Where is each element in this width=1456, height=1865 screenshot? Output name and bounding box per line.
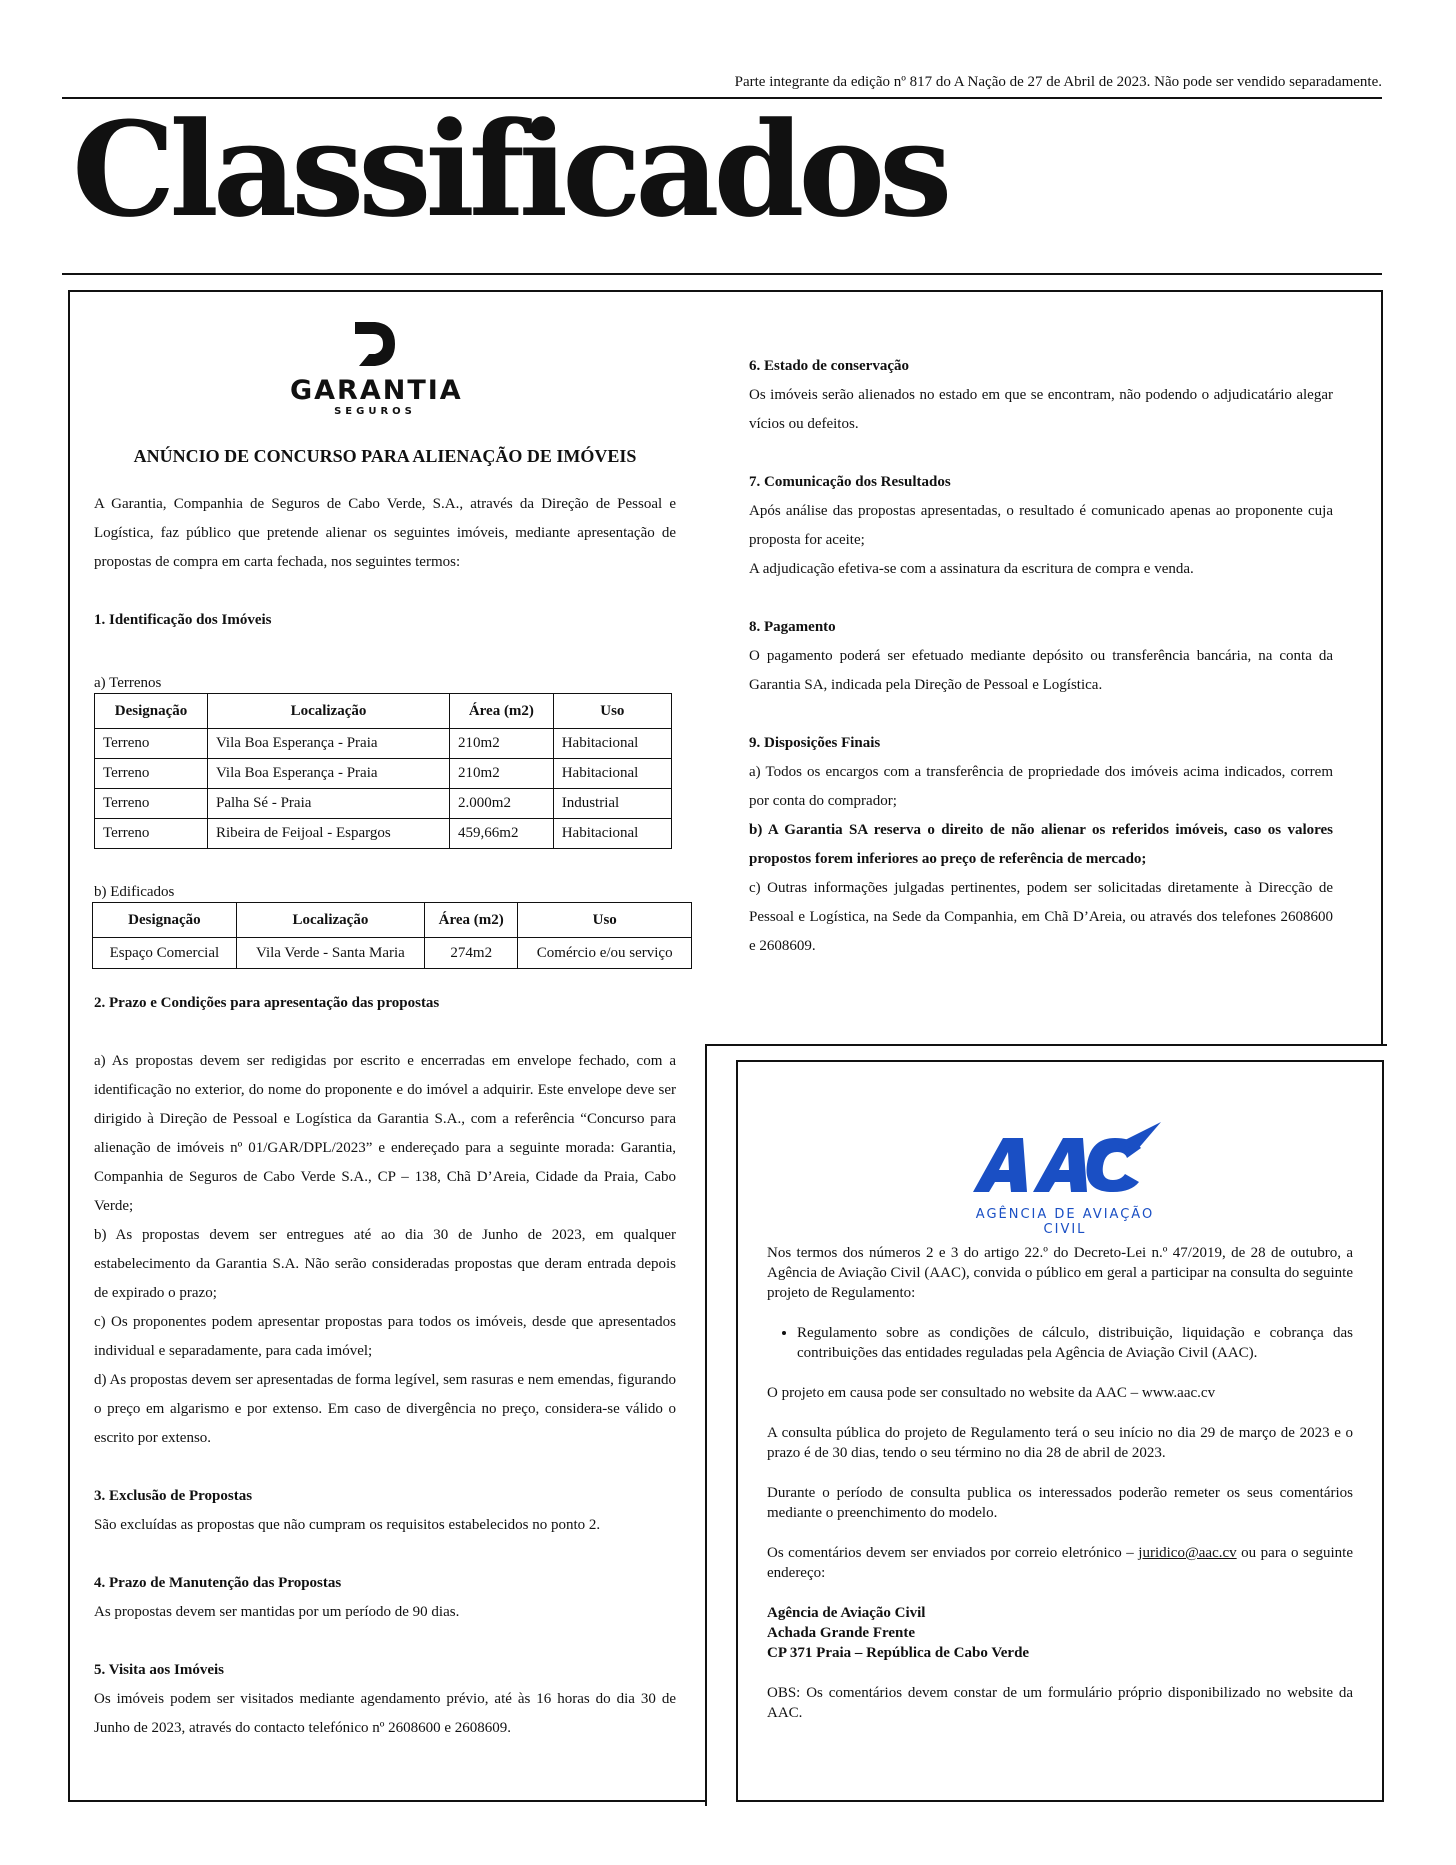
edition-note: Parte integrante da edição nº 817 do A Nação de 27 de Abril de 2023. Não pode ser vendido separadamente.: [734, 74, 1382, 90]
section-2-item-a: a) As propostas devem ser redigidas por escrito e encerradas em envelope fechado, com a identificação no exterior, do nome do proponente e do imóvel a adquirir. Este envelope deve ser dirigido à Direção de Pessoal e Logística da Garantia S.A., com a referência “Concurso para alienação de imóveis nº 01/GAR/DPL/2023” e endereçado para a seguinte morada: Garantia, Companhia de Seguros de Cabo Verde S.A., CP – 138, Chã D’Areia, Cidade da Praia, Cabo Verde;: [94, 1053, 676, 1214]
table-header: Uso: [518, 903, 692, 938]
aac-text: [767, 1243, 1353, 1743]
table-row: [95, 759, 672, 789]
table-cell: Habitacional: [553, 819, 671, 849]
terrenos-label: a) Terrenos: [94, 675, 162, 691]
table-row: [95, 729, 672, 759]
section-1-title: 1. Identificação dos Imóveis: [94, 612, 272, 628]
table-cell: Terreno: [95, 729, 208, 759]
aac-paragraph-3: A consulta pública do projeto de Regulamento terá o seu início no dia 29 de março de 2023 e o prazo é de 30 dias, tendo o seu término no dia 28 de abril de 2023.: [767, 1425, 1353, 1461]
section-2-title: 2. Prazo e Condições para apresentação das propostas: [94, 995, 440, 1011]
garantia-logo-sub: SEGUROS: [334, 406, 416, 417]
table-cell: 274m2: [425, 938, 518, 969]
masthead: Classificados: [72, 93, 947, 246]
table-cell: Ribeira de Feijoal - Espargos: [208, 819, 450, 849]
section-2-item-b: b) As propostas devem ser entregues até ao dia 30 de Junho de 2023, em qualquer estabelecimento da Garantia S.A. Não serão consideradas propostas que deram entrada depois de expirado o prazo;: [94, 1227, 676, 1301]
table-cell: Comércio e/ou serviço: [518, 938, 692, 969]
section-5-text: Os imóveis podem ser visitados mediante agendamento prévio, até às 16 horas do dia 30 de Junho de 2023, através do contacto telefónico nº 2608600 e 2608609.: [94, 1691, 676, 1736]
table-header: Área (m2): [450, 694, 554, 729]
table-cell: Habitacional: [553, 759, 671, 789]
intro-paragraph: A Garantia, Companhia de Seguros de Cabo Verde, S.A., através da Direção de Pessoal e Logística, faz público que pretende alienar os seguintes imóveis, mediante apresentação de propostas de compra em carta fechada, nos seguintes termos:: [94, 496, 676, 570]
table-cell: 210m2: [450, 729, 554, 759]
table-cell: Terreno: [95, 759, 208, 789]
table-cell: Habitacional: [553, 729, 671, 759]
section-2-item-c: c) Os proponentes podem apresentar propostas para todos os imóveis, desde que apresentados individual e separadamente, para cada imóvel;: [94, 1314, 676, 1359]
section-8-text: O pagamento poderá ser efetuado mediante depósito ou transferência bancária, na conta da Garantia SA, indicada pela Direção de Pessoal e Logística.: [749, 648, 1333, 693]
table-row: [93, 938, 692, 969]
garantia-right-column: [749, 352, 1333, 961]
edificados-table: [92, 902, 692, 969]
table-cell: 2.000m2: [450, 789, 554, 819]
garantia-left-column: [94, 490, 676, 1743]
aac-logo-sub: AGÊNCIA DE AVIAÇÃO CIVIL: [975, 1207, 1155, 1237]
aac-logo-icon: [965, 1120, 1165, 1200]
table-header: Localização: [236, 903, 424, 938]
aac-paragraph-4: Durante o período de consulta publica os interessados poderão remeter os seus comentários mediante o preenchimento do modelo.: [767, 1485, 1353, 1521]
section-6-text: Os imóveis serão alienados no estado em que se encontram, não podendo o adjudicatário alegar vícios ou defeitos.: [749, 387, 1333, 432]
table-cell: Terreno: [95, 819, 208, 849]
section-7-title: 7. Comunicação dos Resultados: [749, 474, 951, 490]
section-8-title: 8. Pagamento: [749, 619, 836, 635]
section-4-text: As propostas devem ser mantidas por um período de 90 dias.: [94, 1604, 460, 1620]
section-3-title: 3. Exclusão de Propostas: [94, 1488, 253, 1504]
table-header: Localização: [208, 694, 450, 729]
garantia-logo: [290, 318, 463, 417]
table-cell: Vila Verde - Santa Maria: [236, 938, 424, 969]
aac-address: [767, 1603, 1353, 1663]
list-item: • Regulamento sobre as condições de cálculo, distribuição, liquidação e cobrança das contribuições das entidades reguladas pela Agência de Aviação Civil (AAC).: [797, 1323, 1353, 1363]
section-7-text-2: A adjudicação efetiva-se com a assinatura da escritura de compra e venda.: [749, 561, 1194, 577]
table-cell: 459,66m2: [450, 819, 554, 849]
table-header: Área (m2): [425, 903, 518, 938]
table-cell: Terreno: [95, 789, 208, 819]
table-header: Designação: [93, 903, 237, 938]
section-9-item-b: b) A Garantia SA reserva o direito de não alienar os referidos imóveis, caso os valores propostos forem inferiores ao preço de referência de mercado;: [749, 822, 1333, 867]
aac-paragraph-5-start: Os comentários devem ser enviados por correio eletrónico –: [767, 1545, 1139, 1561]
announcement-title: ANÚNCIO DE CONCURSO PARA ALIENAÇÃO DE IMÓVEIS: [133, 446, 637, 466]
table-cell: Palha Sé - Praia: [208, 789, 450, 819]
aac-paragraph-5: [767, 1543, 1353, 1583]
section-6-title: 6. Estado de conservação: [749, 358, 909, 374]
aac-obs: OBS: Os comentários devem constar de um formulário próprio disponibilizado no website da AAC.: [767, 1685, 1353, 1721]
edificados-label: b) Edificados: [94, 884, 175, 900]
terrenos-table: [94, 693, 672, 849]
table-cell: Industrial: [553, 789, 671, 819]
aac-paragraph-2: O projeto em causa pode ser consultado no website da AAC – www.aac.cv: [767, 1385, 1216, 1401]
section-9-item-a: a) Todos os encargos com a transferência de propriedade dos imóveis acima indicados, correm por conta do comprador;: [749, 764, 1333, 809]
table-header: Designação: [95, 694, 208, 729]
aac-paragraph-5-end: ou para o seguinte endereço:: [767, 1545, 1353, 1581]
aac-bullet-list: [767, 1323, 1353, 1363]
table-cell: 210m2: [450, 759, 554, 789]
table-cell: Vila Boa Esperança - Praia: [208, 729, 450, 759]
section-5-title: 5. Visita aos Imóveis: [94, 1662, 225, 1678]
table-row: [95, 789, 672, 819]
section-2-item-d: d) As propostas devem ser apresentadas de forma legível, sem rasuras e nem emendas, figurando o preço em algarismo e por extenso. Em caso de divergência no preço, considera-se válido o escrito por extenso.: [94, 1372, 676, 1446]
address-line: Agência de Aviação Civil: [767, 1605, 926, 1621]
table-cell: Espaço Comercial: [93, 938, 237, 969]
section-9-item-c: c) Outras informações julgadas pertinentes, podem ser solicitadas diretamente à Direcção de Pessoal e Logística, na Sede da Companhia, em Chã D’Areia, ou através dos telefones 2608600 e 2608609.: [749, 880, 1333, 954]
section-7-text-1: Após análise das propostas apresentadas, o resultado é comunicado apenas ao proponente cuja proposta for aceite;: [749, 503, 1333, 548]
table-header: Uso: [553, 694, 671, 729]
aac-logo: [955, 1120, 1175, 1237]
garantia-logo-icon: [349, 318, 401, 370]
garantia-logo-word: GARANTIA: [290, 375, 463, 406]
table-cell: Vila Boa Esperança - Praia: [208, 759, 450, 789]
address-line: Achada Grande Frente: [767, 1625, 916, 1641]
table-row: [95, 819, 672, 849]
address-line: CP 371 Praia – República de Cabo Verde: [767, 1645, 1030, 1661]
aac-paragraph-1: Nos termos dos números 2 e 3 do artigo 22.º do Decreto-Lei n.º 47/2019, de 28 de outubro, a Agência de Aviação Civil (AAC), convida o público em geral a participar na consulta do seguinte projeto de Regulamento:: [767, 1245, 1353, 1301]
section-3-text: São excluídas as propostas que não cumpram os requisitos estabelecidos no ponto 2.: [94, 1517, 601, 1533]
section-4-title: 4. Prazo de Manutenção das Propostas: [94, 1575, 342, 1591]
masthead-rule: [62, 273, 1382, 275]
section-9-title: 9. Disposições Finais: [749, 735, 881, 751]
email-link[interactable]: juridico@aac.cv: [1138, 1545, 1237, 1561]
